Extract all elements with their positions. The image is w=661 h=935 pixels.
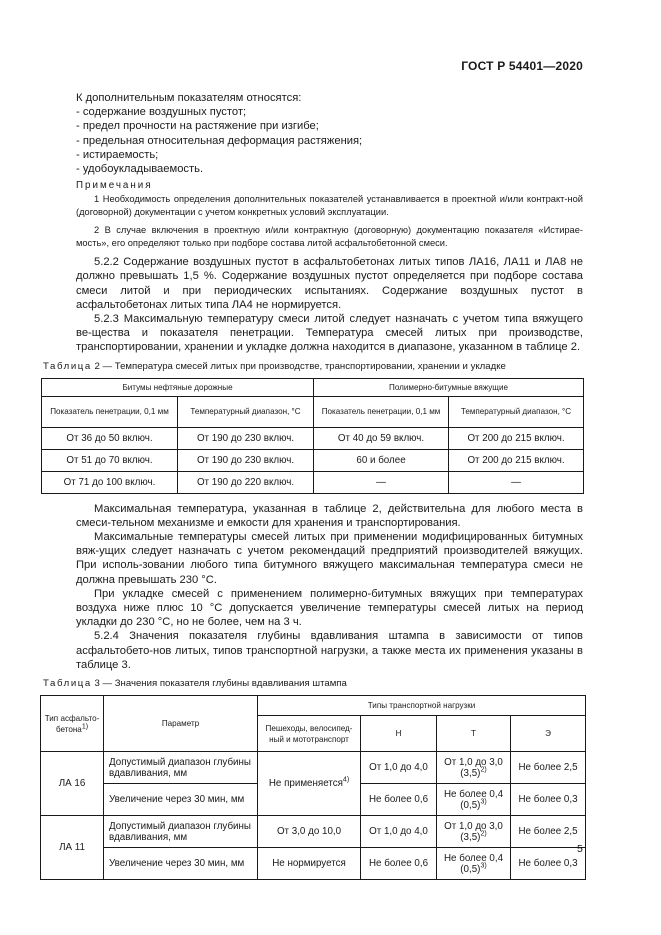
table-cell-text: От 1,0 до 3,0 (3,5) — [444, 820, 503, 843]
table-cell: От 190 до 230 включ. — [178, 449, 314, 471]
intro-lead: К дополнительным показателям относятся: — [76, 92, 302, 104]
list-item: - истираемость; — [76, 148, 159, 161]
table-cell: От 1,0 до 4,0 — [361, 752, 437, 784]
table-cell-text: Не более 0,4 (0,5) — [443, 852, 504, 875]
paragraph-laying: При укладке смесей с применением полимерно-битумных вяжущих при температурах воздуха ниже плюс 10 °С допускается увеличение температуры смесей литых на период укладки до 230 °С, но не более, чем на 3 ч. — [76, 587, 583, 629]
table-header: Параметр — [104, 696, 258, 752]
table-2-label: Таблица — [43, 360, 92, 372]
table-3-caption — [43, 678, 583, 689]
table-cell: Не более 0,3 — [511, 848, 586, 880]
table-cell — [258, 752, 361, 816]
table-cell: Не более 0,3 — [511, 784, 586, 816]
table-header-group: Типы транспортной нагрузки — [258, 696, 586, 716]
table-row — [41, 816, 586, 848]
table-header-type — [41, 696, 104, 752]
table-header-type-text: Тип асфальто-бетона — [44, 713, 100, 734]
list-item: - предельная относительная деформация растяжения; — [76, 134, 363, 147]
table-cell-text: Не применяется — [268, 778, 343, 790]
table-header: Э — [511, 716, 586, 752]
paragraph-5-2-4: 5.2.4 Значения показателя глубины вдавливания штампа в зависимости от типов асфальтобето-нов литых, типов транспортной нагрузки, а также места их применения указаны в таблице 3. — [76, 630, 583, 671]
table-cell-text: Не более 0,4 (0,5) — [443, 788, 504, 811]
table-header: Температурный диапазон, °С — [178, 396, 314, 427]
table-cell: — — [449, 471, 584, 493]
table-cell: Не более 0,6 — [361, 848, 437, 880]
table-row — [42, 471, 584, 493]
table-cell: Не нормируется — [258, 848, 361, 880]
table-cell: От 190 до 230 включ. — [178, 427, 314, 449]
list-item: - предел прочности на растяжение при изгибе; — [76, 120, 319, 133]
paragraph-5-2-2: 5.2.2 Содержание воздушных пустот в асфальтобетонах литых типов ЛА16, ЛА11 и ЛА8 не должно превышать 1,5 %. Содержание воздушных пустот определяется при подборе состава смеси литой и при периодических испытаниях. Содержание воздушных пустот в асфальтобетонах литых типа ЛА4 не нормируется. — [76, 256, 583, 311]
list-item: - содержание воздушных пустот; — [76, 106, 247, 119]
table-cell: От 3,0 до 10,0 — [258, 816, 361, 848]
note-2: 2 В случае включения в проектную и/или контрактную (договорную) документацию показателя «Истирае-мость», его определяют только при подборе состава литой асфальтобетонной смеси. — [76, 225, 583, 248]
table-cell — [437, 752, 511, 784]
standard-code: ГОСТ Р 54401—2020 — [461, 59, 583, 73]
table-cell: Допустимый диапазон глубины вдавливания, мм — [104, 752, 258, 784]
table-header: Показатель пенетрации, 0,1 мм — [314, 396, 449, 427]
table-cell: От 200 до 215 включ. — [449, 427, 584, 449]
table-row — [41, 752, 586, 784]
table-row — [42, 427, 584, 449]
footnote-ref: 1) — [81, 722, 89, 730]
table-cell: От 1,0 до 4,0 — [361, 816, 437, 848]
paragraph-5-2-3: 5.2.3 Максимальную температуру смеси литой следует назначать с учетом типа вяжущего ве-щества и показателя пенетрации. Температура смесей литых при производстве, транспортировании, хранении и укладке должна находится в диапазоне, указанном в таблице 2. — [76, 313, 583, 354]
table-cell: От 51 до 70 включ. — [42, 449, 178, 471]
table-cell: Допустимый диапазон глубины вдавливания, мм — [104, 816, 258, 848]
table-cell — [437, 784, 511, 816]
table-cell: — — [314, 471, 449, 493]
table-cell: От 40 до 59 включ. — [314, 427, 449, 449]
table-cell: От 190 до 220 включ. — [178, 471, 314, 493]
table-cell: Увеличение через 30 мин, мм — [104, 784, 258, 816]
table-cell-type: ЛА 11 — [41, 816, 104, 880]
table-cell: От 71 до 100 включ. — [42, 471, 178, 493]
notes-title: Примечания — [76, 180, 153, 192]
table-2 — [41, 378, 584, 494]
page-body — [43, 91, 583, 880]
table-2-caption — [43, 361, 583, 372]
table-header: Пешеходы, велосипед-ный и мототранспорт — [258, 716, 361, 752]
table-3 — [40, 695, 586, 880]
table-3-label: Таблица — [43, 678, 92, 690]
table-header: Температурный диапазон, °С — [449, 396, 584, 427]
footnote-ref: 3) — [480, 798, 487, 806]
footnote-ref: 3) — [480, 862, 487, 870]
table-header-group: Битумы нефтяные дорожные — [42, 378, 314, 396]
table-cell: От 200 до 215 включ. — [449, 449, 584, 471]
table-header: Показатель пенетрации, 0,1 мм — [42, 396, 178, 427]
paragraph-modified-binders: Максимальные температуры смесей литых при применении модифицированных битумных вяж-ущих следует назначать с учетом рекомендаций предприятий производителей вяжущих. При исполь-зовании любого типа битумного вяжущего максимальная температура смеси не должна превышать 230 °С. — [76, 531, 583, 586]
table-cell — [437, 848, 511, 880]
table-cell — [437, 816, 511, 848]
table-row — [41, 848, 586, 880]
table-header: Н — [361, 716, 437, 752]
page-number: 5 — [577, 843, 583, 855]
list-item: - удобоукладываемость. — [76, 163, 204, 176]
table-cell: Не более 2,5 — [511, 816, 586, 848]
note-1: 1 Необходимость определения дополнительных показателей устанавливается в проектной и/или контракт-ной (договорной) документации с учетом конкретных условий эксплуатации. — [76, 194, 583, 217]
table-cell: Увеличение через 30 мин, мм — [104, 848, 258, 880]
footnote-ref: 2) — [480, 766, 487, 774]
table-header: Т — [437, 716, 511, 752]
footnote-ref: 2) — [480, 830, 487, 838]
table-cell: Не более 0,6 — [361, 784, 437, 816]
table-row — [42, 449, 584, 471]
table-header-group: Полимерно-битумные вяжущие — [314, 378, 584, 396]
footnote-ref: 4) — [342, 776, 350, 784]
table-cell: 60 и более — [314, 449, 449, 471]
table-cell: От 36 до 50 включ. — [42, 427, 178, 449]
table-cell-text: От 1,0 до 3,0 (3,5) — [444, 756, 503, 779]
table-cell: Не более 2,5 — [511, 752, 586, 784]
table-3-title: 3 — Значения показателя глубины вдавливания штампа — [91, 678, 347, 690]
paragraph-max-temp: Максимальная температура, указанная в таблице 2, действительна для любого места в смеси-тельном механизме и емкости для хранения и транспортирования. — [76, 502, 583, 529]
table-cell-type: ЛА 16 — [41, 752, 104, 816]
table-2-title: 2 — Температура смесей литых при производстве, транспортировании, хранении и укладке — [91, 360, 506, 372]
